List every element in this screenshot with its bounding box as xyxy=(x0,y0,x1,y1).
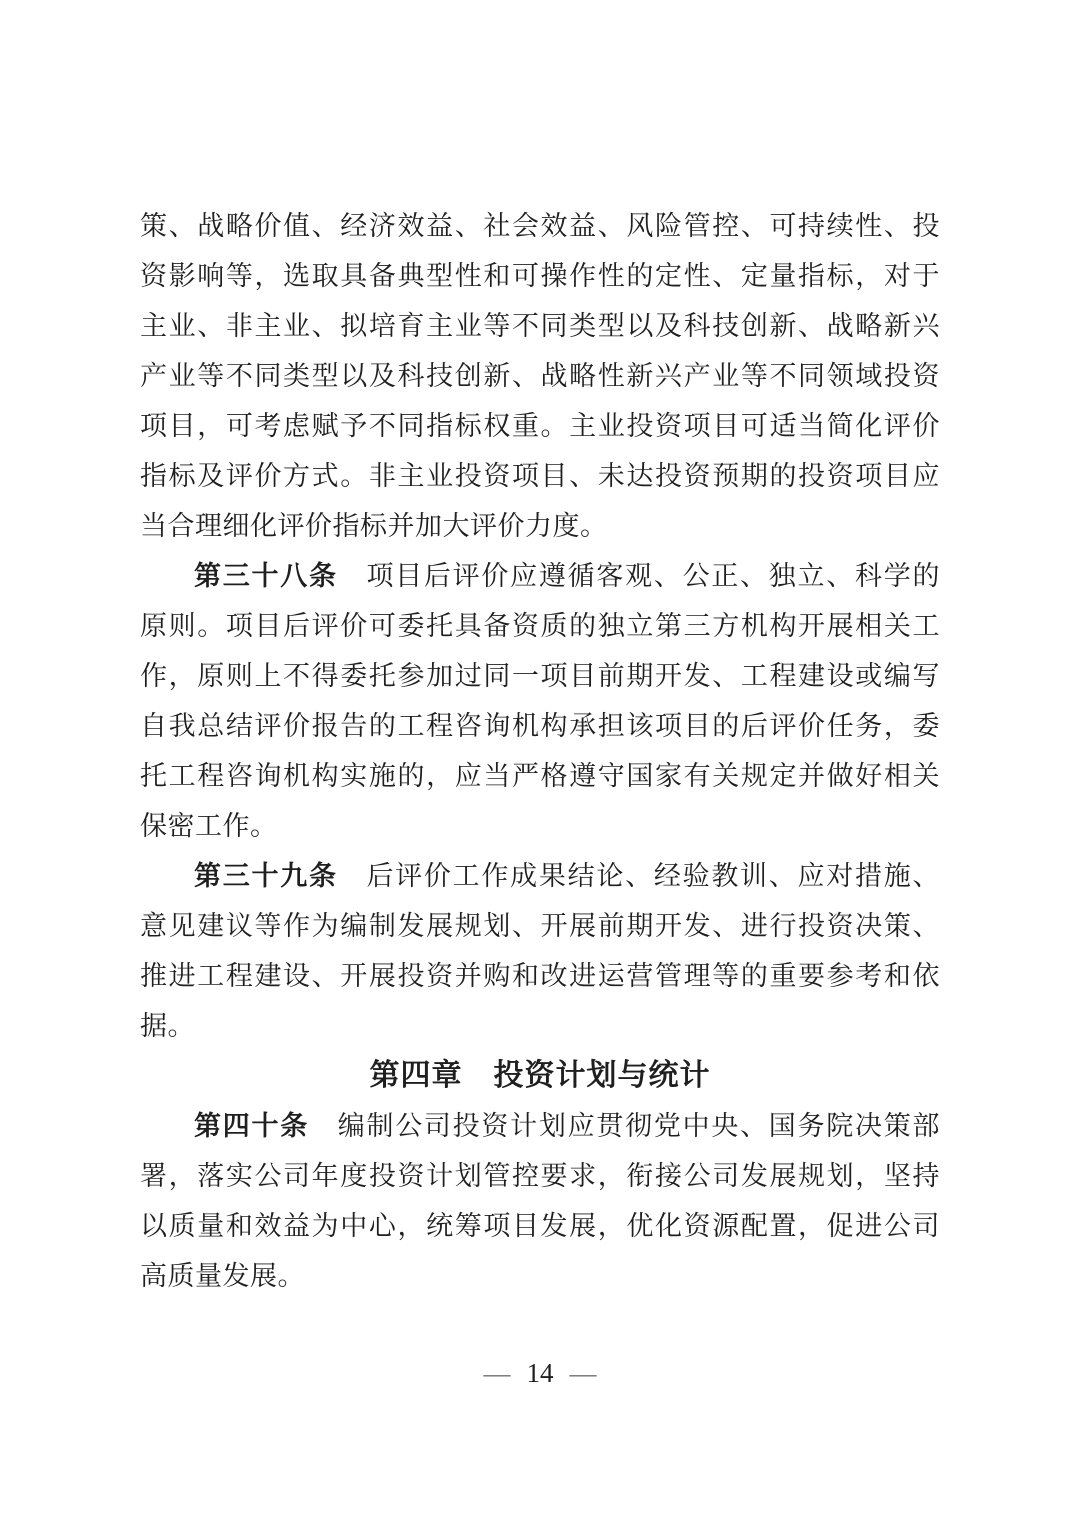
text-line: 保密工作。 xyxy=(140,811,278,841)
page-footer xyxy=(0,1358,1080,1389)
article-39-paragraph xyxy=(140,851,940,1051)
text-line xyxy=(140,1101,940,1151)
article-40-number: 第四十条 xyxy=(194,1111,309,1141)
article-38-number: 第三十八条 xyxy=(194,561,338,591)
text-line: 意见建议等作为编制发展规划、开展前期开发、进行投资决策、 xyxy=(140,911,940,941)
text-line: 资影响等，选取具备典型性和可操作性的定性、定量指标，对于 xyxy=(140,261,940,291)
footer-dash-right: — xyxy=(569,1358,597,1388)
article-39-number: 第三十九条 xyxy=(194,861,338,891)
text-line: 产业等不同类型以及科技创新、战略性新兴产业等不同领域投资 xyxy=(140,361,940,391)
paragraph-continuation xyxy=(140,201,940,551)
text-line: 署，落实公司年度投资计划管控要求，衔接公司发展规划，坚持 xyxy=(140,1161,940,1191)
text-line: 据。 xyxy=(140,1011,195,1041)
text-line xyxy=(140,551,940,601)
page-number: 14 xyxy=(526,1358,554,1388)
text-line: 推进工程建设、开展投资并购和改进运营管理等的重要参考和依 xyxy=(140,961,940,991)
text-line: 项目，可考虑赋予不同指标权重。主业投资项目可适当简化评价 xyxy=(140,411,940,441)
article-40-first-line-text: 编制公司投资计划应贯彻党中央、国务院决策部 xyxy=(308,1111,940,1141)
article-40-paragraph xyxy=(140,1101,940,1301)
text-line: 指标及评价方式。非主业投资项目、未达投资预期的投资项目应 xyxy=(140,461,940,491)
text-line: 当合理细化评价指标并加大评价力度。 xyxy=(140,511,608,541)
text-line: 高质量发展。 xyxy=(140,1261,305,1291)
article-38-paragraph xyxy=(140,551,940,851)
text-line: 原则。项目后评价可委托具备资质的独立第三方机构开展相关工 xyxy=(140,611,940,641)
text-line: 主业、非主业、拟培育主业等不同类型以及科技创新、战略新兴 xyxy=(140,311,940,341)
text-line: 自我总结评价报告的工程咨询机构承担该项目的后评价任务，委 xyxy=(140,711,940,741)
article-38-first-line-text: 项目后评价应遵循客观、公正、独立、科学的 xyxy=(337,561,940,591)
document-page xyxy=(140,201,940,1301)
chapter-4-heading: 第四章 投资计划与统计 xyxy=(369,1059,711,1092)
text-line: 以质量和效益为中心，统筹项目发展，优化资源配置，促进公司 xyxy=(140,1211,940,1241)
article-39-first-line-text: 后评价工作成果结论、经验教训、应对措施、 xyxy=(337,861,940,891)
text-line: 策、战略价值、经济效益、社会效益、风险管控、可持续性、投 xyxy=(140,211,940,241)
footer-dash-left: — xyxy=(483,1358,511,1388)
text-line: 托工程咨询机构实施的，应当严格遵守国家有关规定并做好相关 xyxy=(140,761,940,791)
text-line xyxy=(140,851,940,901)
text-line: 作，原则上不得委托参加过同一项目前期开发、工程建设或编写 xyxy=(140,661,940,691)
